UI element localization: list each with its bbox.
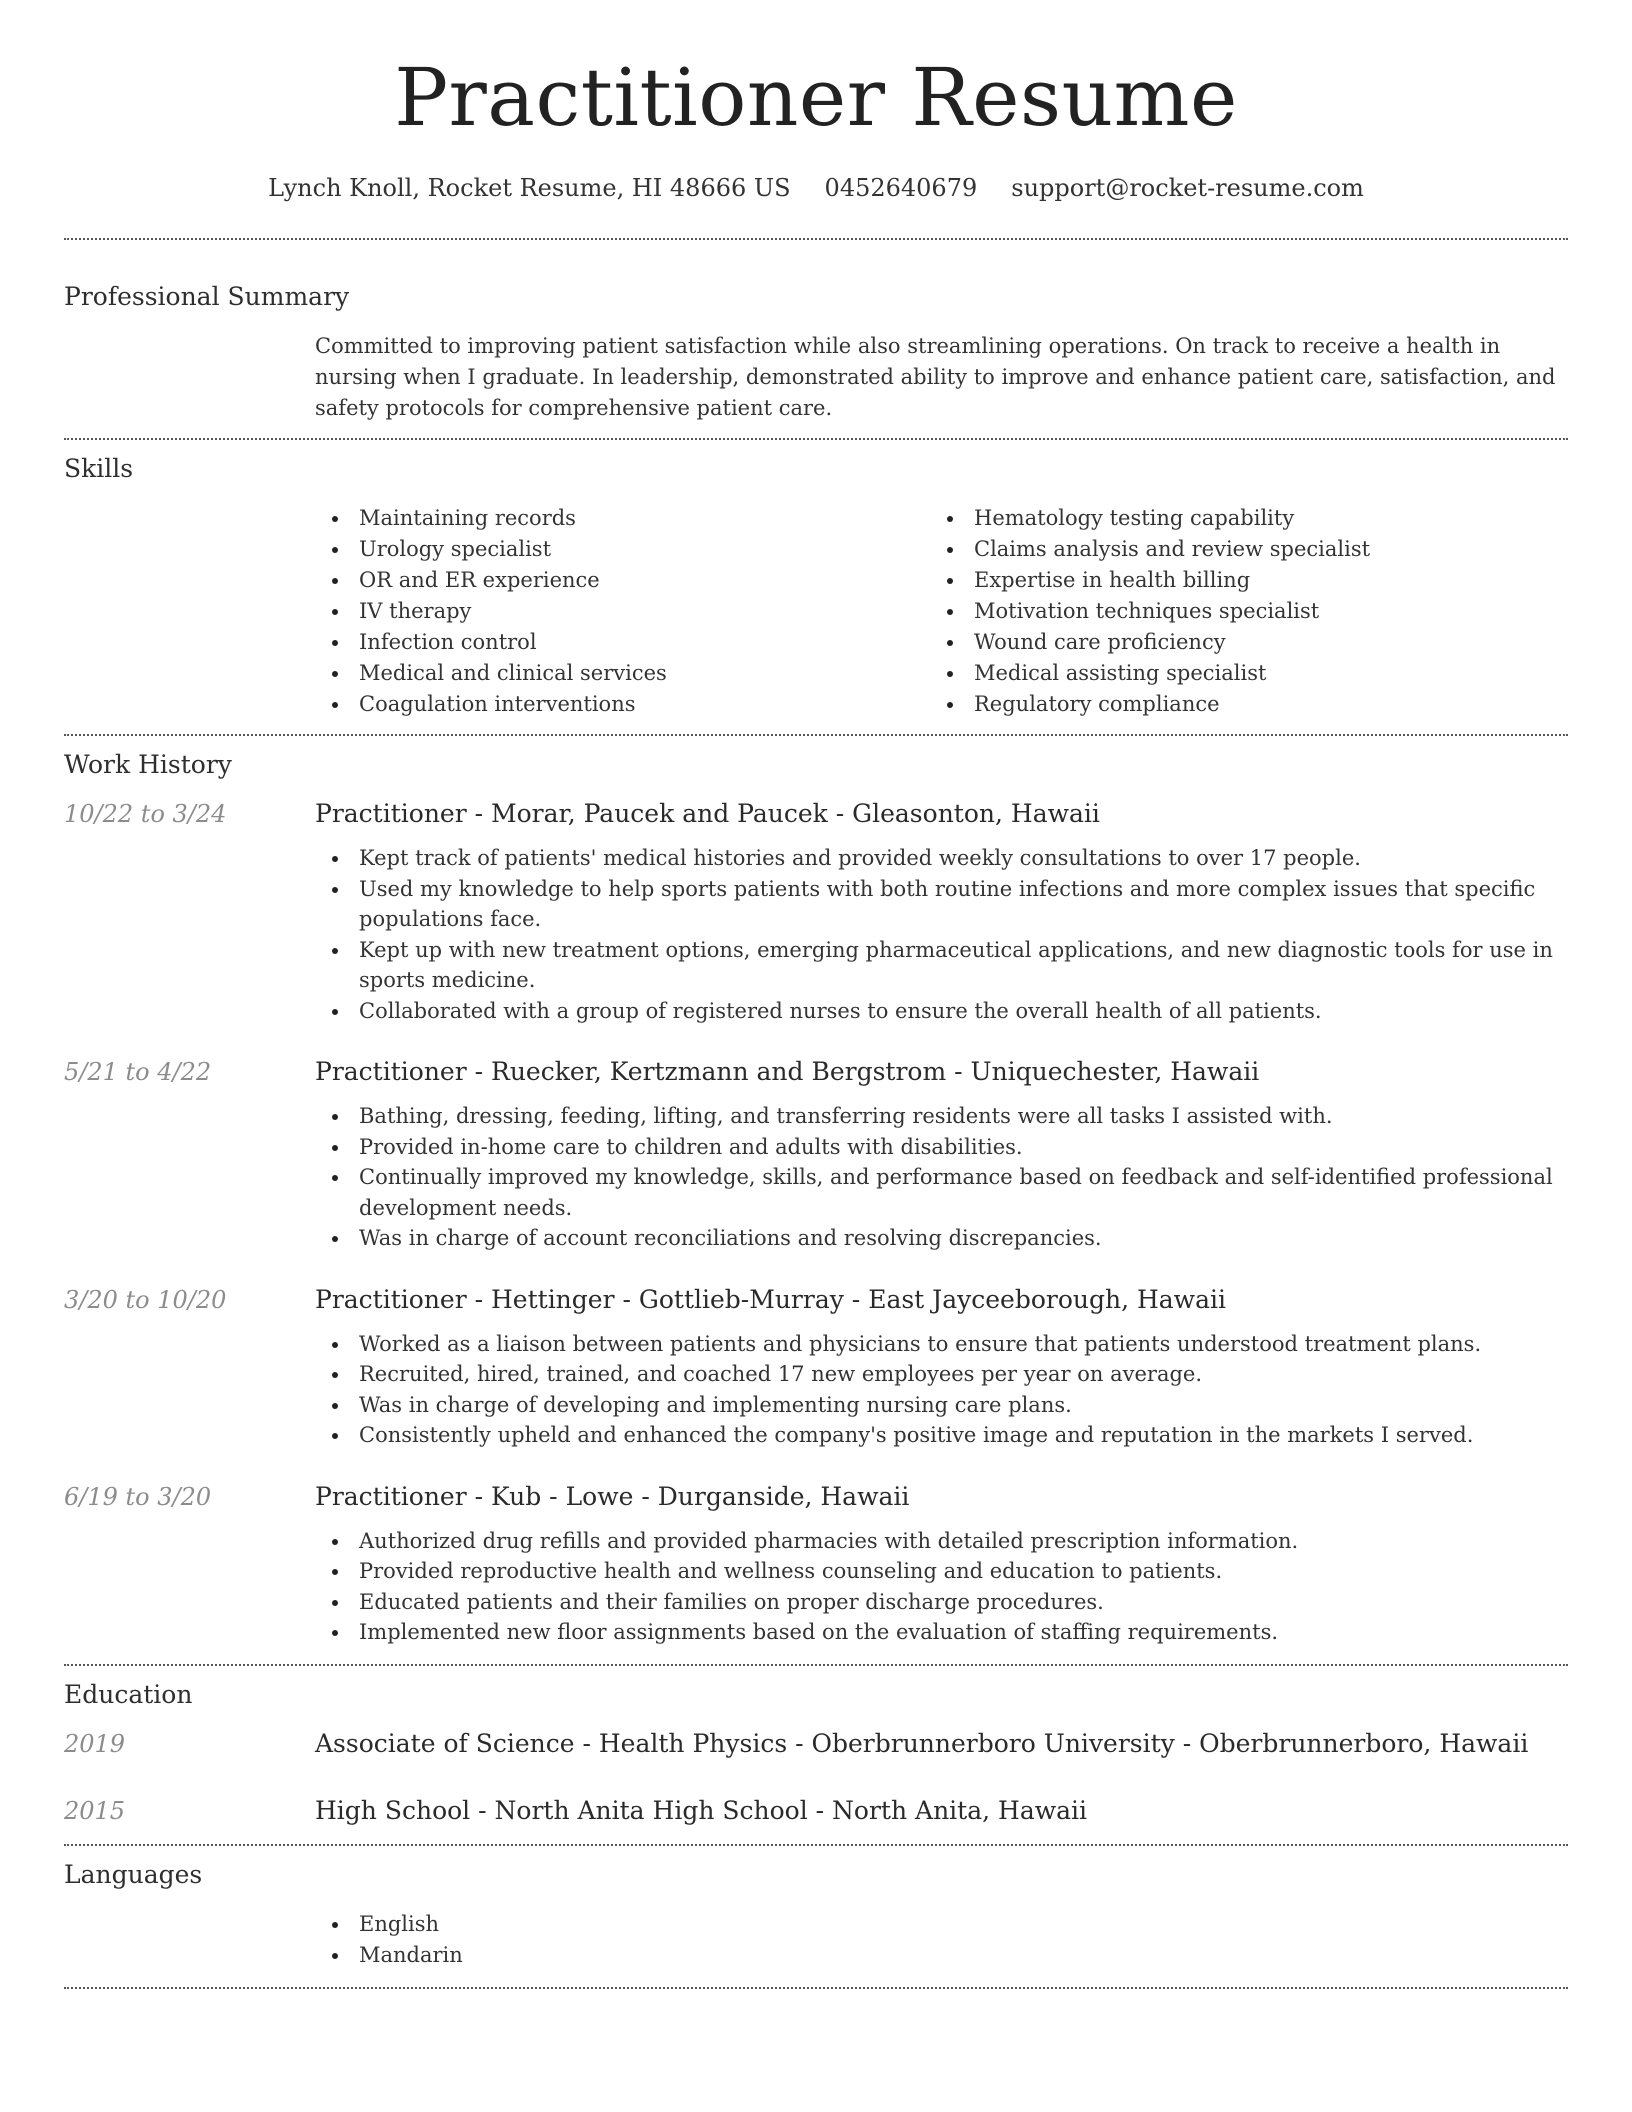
resume-title: Practitioner Resume: [394, 51, 1238, 144]
education-detail: Associate of Science - Health Physics - Oberbrunnerboro University - Oberbrunnerboro, Hawaii: [315, 1728, 1529, 1758]
skill-item: IV therapy: [315, 596, 930, 627]
language-item: Mandarin: [315, 1940, 1568, 1971]
job-bullet: Was in charge of account reconciliations and resolving discrepancies.: [315, 1223, 1568, 1254]
job-bullet: Kept up with new treatment options, emerging pharmaceutical applications, and new diagnostic tools for use in sports medicine.: [315, 935, 1568, 996]
job-bullet: Provided in-home care to children and adults with disabilities.: [315, 1132, 1568, 1163]
language-item: English: [315, 1909, 1568, 1940]
job-bullet: Kept track of patients' medical histories and provided weekly consultations to over 17 people.: [315, 843, 1568, 874]
job-entry: [64, 797, 1568, 1026]
education-detail: High School - North Anita High School - North Anita, Hawaii: [315, 1795, 1088, 1825]
skill-item: Coagulation interventions: [315, 689, 930, 720]
job-dates: 6/19 to 3/20: [64, 1482, 212, 1511]
divider: [64, 1987, 1568, 1989]
skills-right-column: [930, 503, 1545, 720]
skill-item: Hematology testing capability: [930, 503, 1545, 534]
skills-heading: Skills: [64, 454, 134, 483]
skill-item: Infection control: [315, 627, 930, 658]
education-entry: [64, 1794, 1568, 1828]
skill-item: Claims analysis and review specialist: [930, 534, 1545, 565]
skill-item: Medical and clinical services: [315, 658, 930, 689]
skill-item: Motivation techniques specialist: [930, 596, 1545, 627]
contact-address: Lynch Knoll, Rocket Resume, HI 48666 US: [268, 174, 791, 202]
education-year: 2015: [64, 1796, 126, 1825]
work-history-heading: Work History: [64, 750, 232, 779]
job-bullet: Authorized drug refills and provided pharmacies with detailed prescription information.: [315, 1526, 1568, 1557]
education-heading: Education: [64, 1679, 193, 1709]
skill-item: Urology specialist: [315, 534, 930, 565]
job-title: Practitioner - Hettinger - Gottlieb-Murray - East Jayceeborough, Hawaii: [315, 1284, 1226, 1314]
job-bullet: Educated patients and their families on proper discharge procedures.: [315, 1587, 1568, 1618]
education-entry: [64, 1727, 1568, 1761]
contact-email: support@rocket-resume.com: [1011, 174, 1364, 202]
skill-item: Medical assisting specialist: [930, 658, 1545, 689]
skills-left-column: [315, 503, 930, 720]
job-bullet: Bathing, dressing, feeding, lifting, and transferring residents were all tasks I assisted with.: [315, 1101, 1568, 1132]
skill-item: Expertise in health billing: [930, 565, 1545, 596]
job-bullet: Provided reproductive health and wellness counseling and education to patients.: [315, 1556, 1568, 1587]
skills-section: [64, 440, 1568, 720]
job-bullet: Used my knowledge to help sports patients with both routine infections and more complex issues that specific populations face.: [315, 874, 1568, 935]
resume-page: [64, 0, 1568, 1989]
job-bullet: Consistently upheld and enhanced the company's positive image and reputation in the markets I served.: [315, 1420, 1568, 1451]
job-dates: 10/22 to 3/24: [64, 800, 227, 828]
education-section: [64, 1666, 1568, 1828]
summary-text: Committed to improving patient satisfaction while also streamlining operations. On track to receive a health in nursing when I graduate. In leadership, demonstrated ability to improve and enhance patient care, satisfaction, and safety protocols for comprehensive patient care.: [315, 334, 1556, 420]
job-bullet: Was in charge of developing and implementing nursing care plans.: [315, 1390, 1568, 1421]
job-title: Practitioner - Kub - Lowe - Durganside, Hawaii: [315, 1481, 910, 1511]
job-bullet: Collaborated with a group of registered nurses to ensure the overall health of all patients.: [315, 996, 1568, 1027]
contact-phone: 0452640679: [824, 174, 978, 202]
job-bullets: [315, 843, 1568, 1026]
job-bullet: Recruited, hired, trained, and coached 17 new employees per year on average.: [315, 1359, 1568, 1390]
languages-list: [315, 1909, 1568, 1971]
education-year: 2019: [64, 1729, 126, 1758]
summary-heading: Professional Summary: [64, 282, 350, 311]
job-title: Practitioner - Morar, Paucek and Paucek - Gleasonton, Hawaii: [315, 799, 1100, 828]
languages-section: [64, 1846, 1568, 1971]
skill-item: Regulatory compliance: [930, 689, 1545, 720]
work-history-section: [64, 736, 1568, 1648]
summary-section: [64, 240, 1568, 424]
job-entry: [64, 1283, 1568, 1451]
job-entry: [64, 1480, 1568, 1648]
contact-line: [64, 174, 1568, 202]
skill-item: Maintaining records: [315, 503, 930, 534]
skill-item: OR and ER experience: [315, 565, 930, 596]
job-bullets: [315, 1526, 1568, 1648]
job-dates: 3/20 to 10/20: [64, 1285, 227, 1314]
job-bullet: Worked as a liaison between patients and physicians to ensure that patients understood treatment plans.: [315, 1329, 1568, 1360]
job-title: Practitioner - Ruecker, Kertzmann and Bergstrom - Uniquechester, Hawaii: [315, 1057, 1260, 1086]
job-entry: [64, 1055, 1568, 1254]
job-dates: 5/21 to 4/22: [64, 1058, 212, 1086]
job-bullets: [315, 1101, 1568, 1254]
skills-columns: [315, 503, 1568, 720]
job-bullet: Implemented new floor assignments based on the evaluation of staffing requirements.: [315, 1617, 1568, 1648]
languages-heading: Languages: [64, 1859, 203, 1889]
skill-item: Wound care proficiency: [930, 627, 1545, 658]
job-bullet: Continually improved my knowledge, skills, and performance based on feedback and self-identified professional development needs.: [315, 1162, 1568, 1223]
job-bullets: [315, 1329, 1568, 1451]
